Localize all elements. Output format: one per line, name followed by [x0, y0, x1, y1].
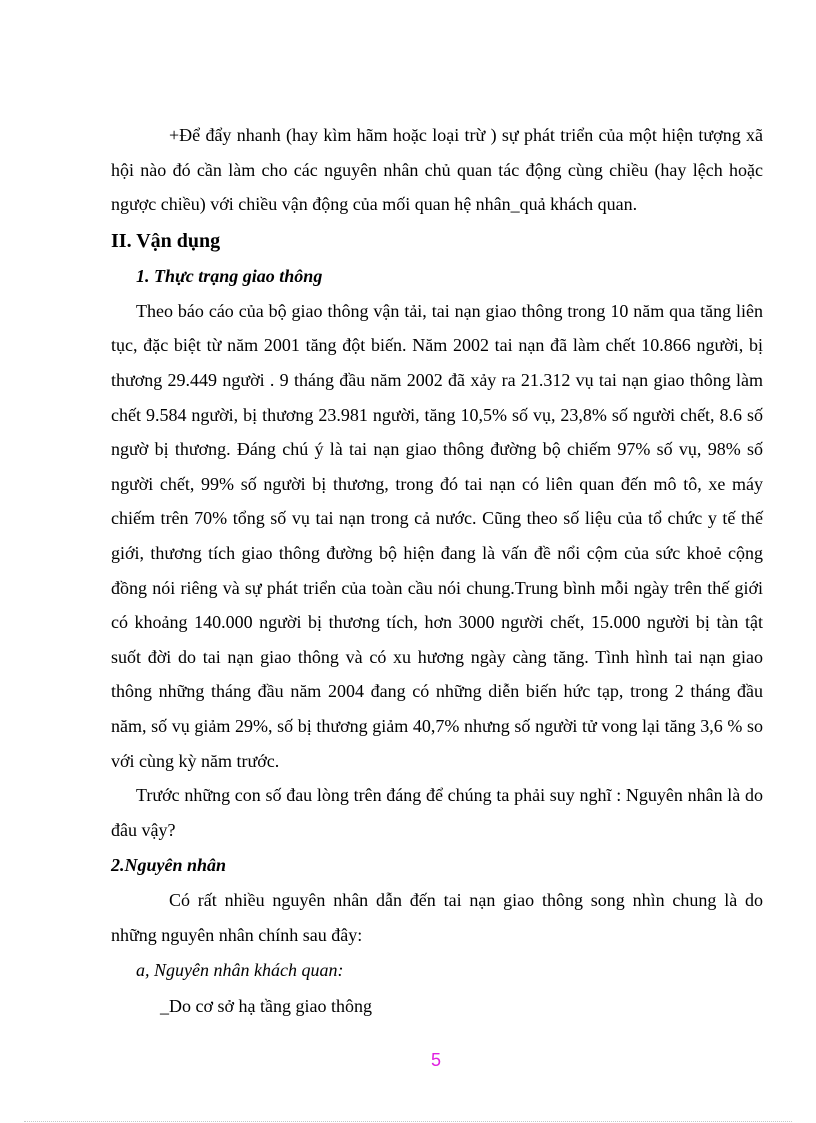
footer-divider: [24, 1121, 792, 1122]
intro-paragraph: +Để đẩy nhanh (hay kìm hãm hoặc loại trừ ) sự phát triển của một hiện tượng xã hội nào đó cần làm cho các nguyên nhân chủ quan tác động cùng chiều (hay lệch hoặc ngược chiều) với chiều vận động của mối quan hệ nhân_quả khách quan.: [111, 125, 763, 215]
causes-intro-paragraph: Có rất nhiều nguyên nhân dẫn đến tai nạn giao thông song nhìn chung là do những nguyên nhân chính sau đây:: [111, 890, 763, 945]
document-page: [111, 118, 763, 1024]
objective-causes-heading: a, Nguyên nhân khách quan:: [136, 960, 344, 981]
question-paragraph: Trước những con số đau lòng trên đáng để chúng ta phải suy nghĩ : Nguyên nhân là do đâu vậy?: [111, 785, 763, 840]
page-number: 5: [430, 1050, 441, 1070]
section-heading-van-dung: II. Vận dụng: [111, 229, 221, 252]
subsection-heading-nguyen-nhan: 2.Nguyên nhân: [111, 855, 227, 876]
infrastructure-item: _Do cơ sở hạ tầng giao thông: [160, 996, 373, 1017]
statistics-paragraph: Theo báo cáo của bộ giao thông vận tải, tai nạn giao thông trong 10 năm qua tăng liên tục, đặc biệt từ năm 2001 tăng đột biến. Năm 2002 tai nạn đã làm chết 10.866 người, bị thương 29.449 người . 9 tháng đầu năm 2002 đã xảy ra 21.312 vụ tai nạn giao thông làm chết 9.584 người, bị thương 23.981 người, tăng 10,5% số vụ, 23,8% số người chết, 8.6 số ngườ bị thương. Đáng chú ý là tai nạn giao thông đường bộ chiếm 97% số vụ, 98% số người chết, 99% số người bị thương, trong đó tai nạn có liên quan đến mô tô, xe máy chiếm trên 70% tổng số vụ tai nạn trong cả nước. Cũng theo số liệu của tổ chức y tế thế giới, thương tích giao thông đường bộ hiện đang là vấn đề nổi cộm của sức khoẻ cộng đồng nói riêng và sự phát triển của toàn cầu nói chung.Trung bình mỗi ngày trên thế giới có khoảng 140.000 người bị thương tích, hơn 3000 người chết, 15.000 người bị tàn tật suốt đời do tai nạn giao thông và có xu hương ngày càng tăng. Tình hình tai nạn giao thông những tháng đầu năm 2004 đang có những diễn biến hức tạp, trong 2 tháng đầu năm, số vụ giảm 29%, số bị thương giảm 40,7% nhưng số người tử vong lại tăng 3,6 % so với cùng kỳ năm trước.: [111, 300, 763, 771]
subsection-heading-thuc-trang: 1. Thực trạng giao thông: [136, 265, 323, 286]
